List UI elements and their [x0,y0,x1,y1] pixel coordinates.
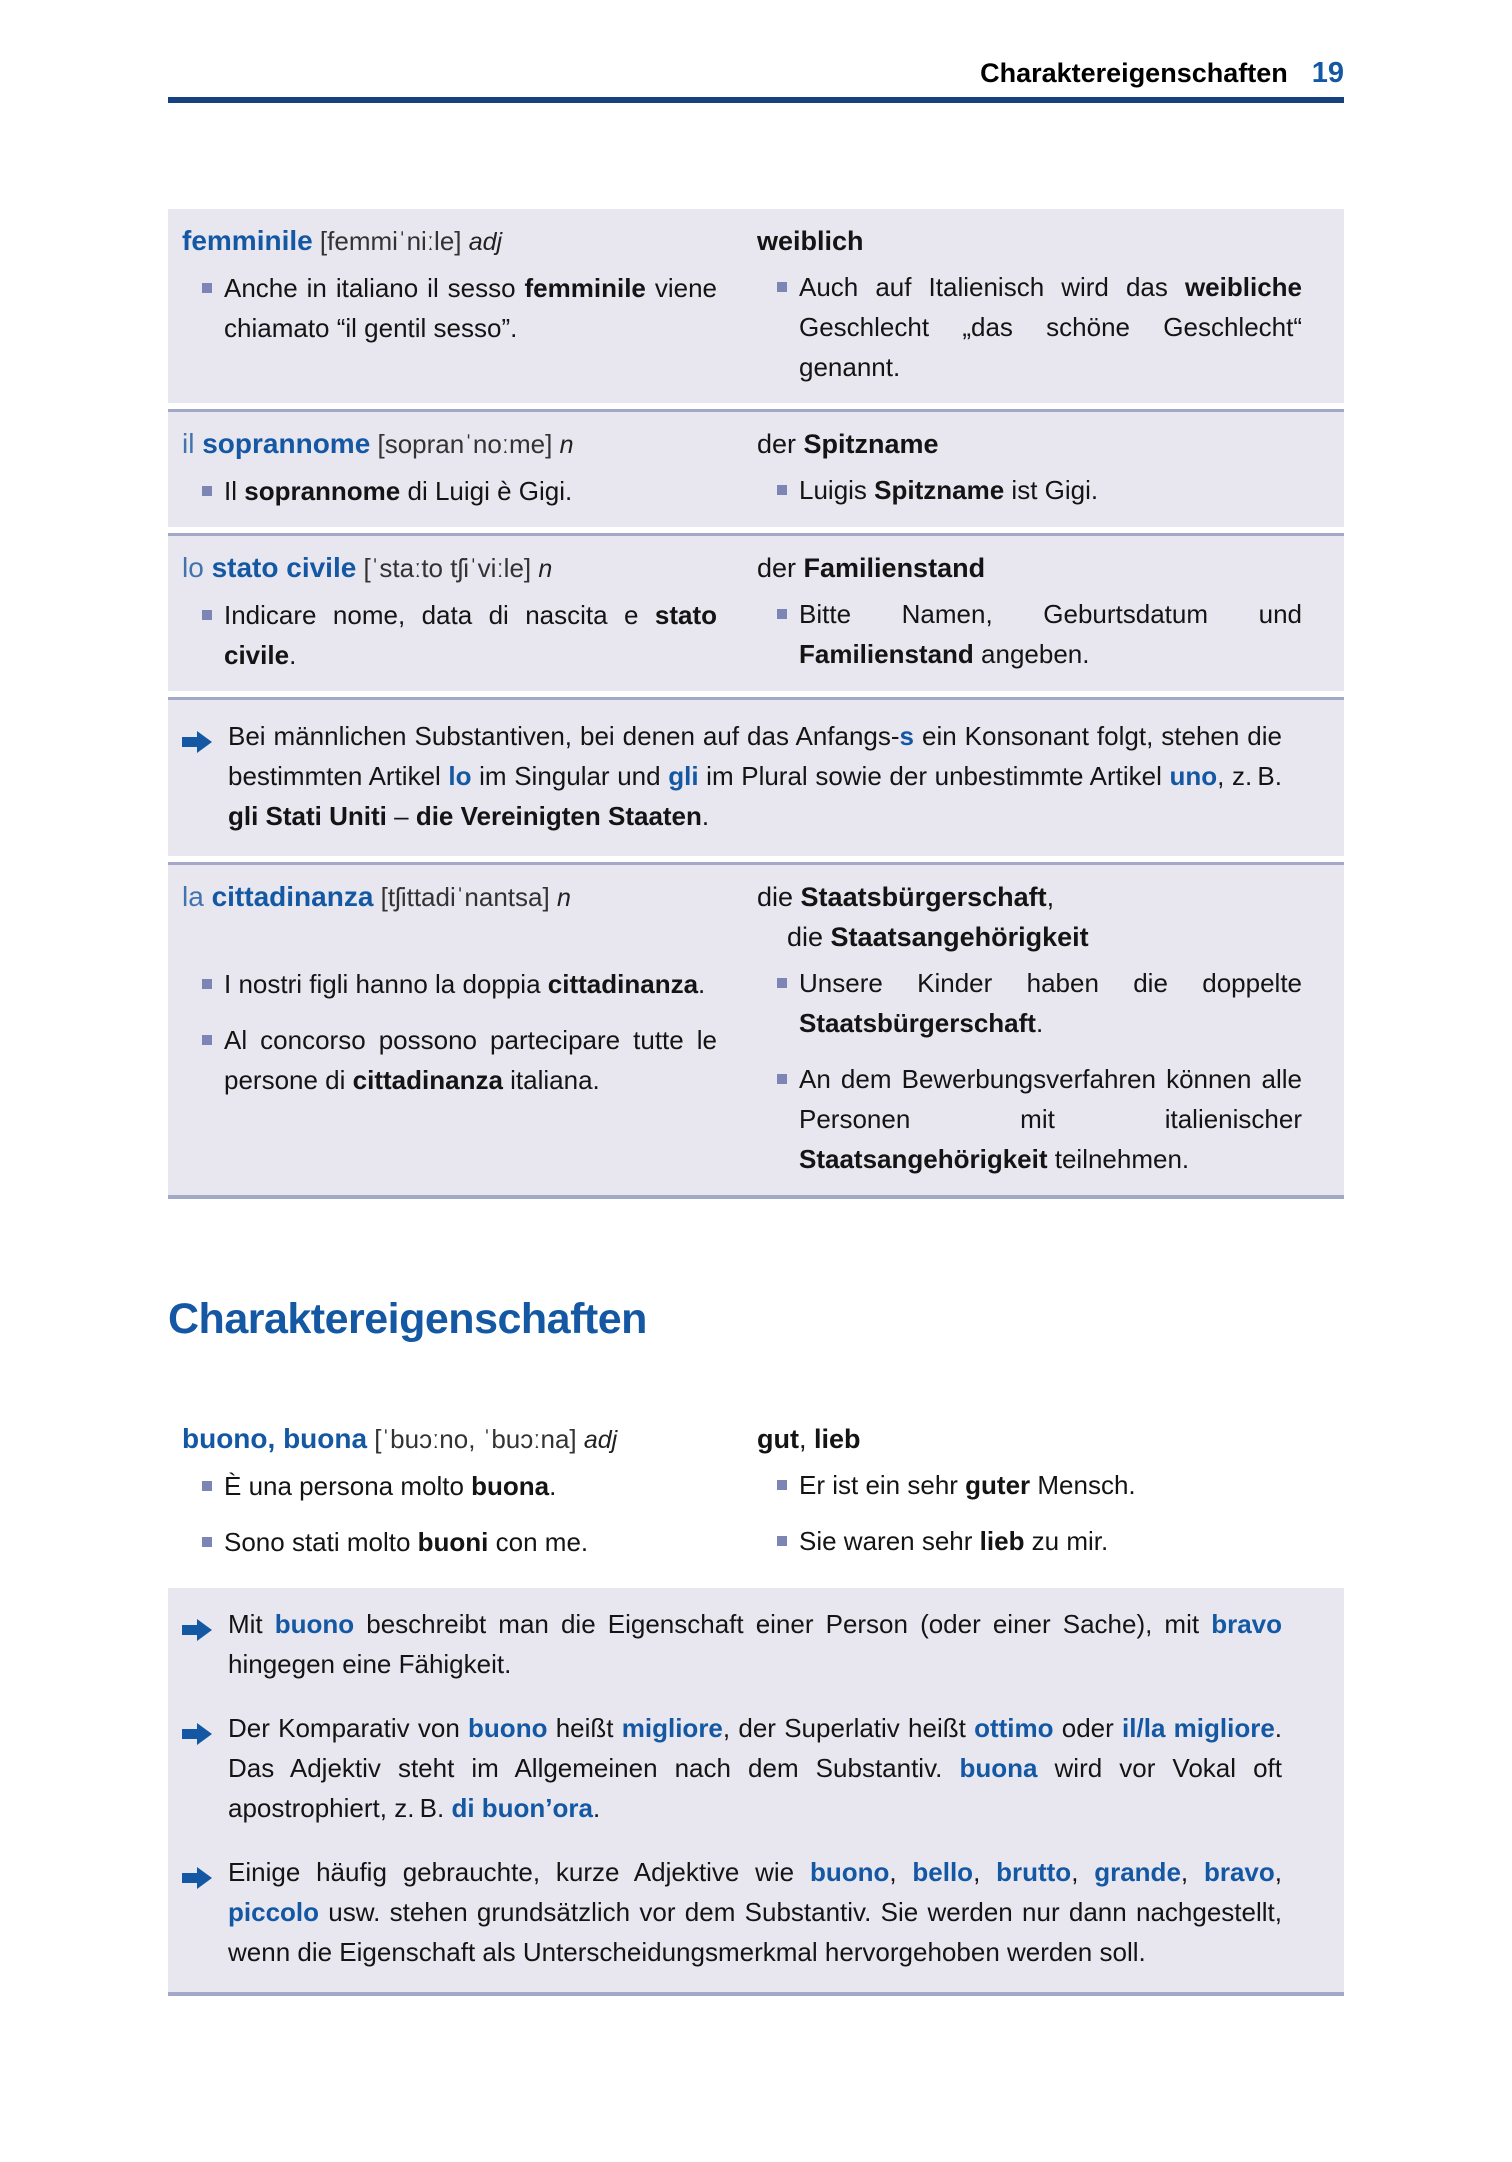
text-segment: È una persona molto [224,1471,472,1501]
note-text [228,1708,1328,1828]
header-rule [168,97,1344,103]
note-box [168,697,1344,856]
bullet-square-icon [777,282,787,292]
example-list [757,470,1302,510]
page-content [168,209,1344,1996]
example-list [182,964,717,1100]
arrow-right-icon [182,1613,212,1684]
text-segment: guter [965,1470,1031,1500]
text-segment: buona [471,1471,550,1501]
page-header [168,58,1344,88]
text-segment: Er ist ein sehr [799,1470,966,1500]
text-segment: cittadinanza [211,881,374,912]
example-item [777,1521,1302,1561]
text-segment: beschreibt man die Eigenschaft einer Person (oder einer Sache), mit [354,1609,1212,1639]
example-list [757,963,1302,1179]
text-segment: [ˈstaːto tʃiˈviːle] [356,553,539,583]
text-segment: cittadinanza [547,969,699,999]
bullet-square-icon [202,979,212,989]
text-segment: di Luigi è Gigi. [400,476,573,506]
entry-italian-column [182,548,757,675]
text-segment: Sono stati molto [224,1527,418,1557]
text-segment: s [899,721,915,751]
text-segment: , [889,1857,913,1887]
text-segment: soprannome [202,428,371,459]
translation-headline [757,1419,1302,1459]
text-segment: . [701,801,710,831]
text-segment: heißt [547,1713,622,1743]
text-segment: Indicare nome, data di nascita e [224,600,655,630]
bullet-square-icon [777,485,787,495]
text-segment: Staatsbürgerschaft [800,882,1047,912]
text-segment: oder [1053,1713,1123,1743]
text-segment: Auch auf Italienisch wird das [799,272,1185,302]
bullet-square-icon [777,609,787,619]
text-segment: , [1274,1857,1282,1887]
text-segment: buono [274,1609,355,1639]
text-segment: con me. [488,1527,589,1557]
entry-german-column [757,221,1302,387]
translation-line [757,548,1302,588]
translation-line [757,917,1302,957]
example-text [799,1521,1302,1561]
entry-italian-column [182,1419,757,1562]
bullet-square-icon [202,1481,212,1491]
text-segment: lieb [814,1424,861,1454]
example-item [202,471,717,511]
text-segment: cittadinanza [352,1065,503,1095]
example-list [757,267,1302,387]
text-segment: Sie waren sehr [799,1526,980,1556]
entry-italian-column [182,424,757,511]
example-item [777,963,1302,1043]
note-item [182,1604,1328,1684]
vocab-entry [168,862,1344,1199]
example-list [182,268,717,348]
text-segment: uno [1169,761,1218,791]
text-segment: weiblich [757,226,864,256]
bullet-square-icon [202,1035,212,1045]
translation-line [757,424,1302,464]
text-segment: il/la migliore [1122,1713,1275,1743]
text-segment: Geschlecht „das schöne Geschlecht“ genannt. [799,312,1302,382]
text-segment: Bei männlichen Substantiven, bei denen auf das Anfangs- [228,721,900,751]
text-segment: – [386,801,416,831]
example-list [757,1465,1302,1561]
text-segment: bello [912,1857,974,1887]
text-segment: , [973,1857,997,1887]
example-text [224,1020,717,1100]
text-segment: soprannome [244,476,401,506]
text-segment: il [182,428,203,459]
text-segment: Staatsangehörigkeit [799,1144,1048,1174]
text-segment: Luigis [799,475,875,505]
text-segment: ein Konsonant folgt, stehen die bestimmten Artikel [228,721,1282,791]
box-stack [168,1588,1344,1996]
text-segment: die [787,922,831,952]
text-segment: , z. B. [1217,761,1282,791]
text-segment: Anche in italiano il sesso [224,273,525,303]
entry-headline [182,877,717,918]
text-segment: Staatsangehörigkeit [830,922,1089,952]
note-text [228,1852,1328,1972]
section-heading: Charaktereigenschaften [168,1295,647,1343]
text-segment: gli Stati Uniti [228,801,387,831]
bullet-square-icon [777,1536,787,1546]
text-segment: Mit [228,1609,275,1639]
text-segment: im Singular und [471,761,669,791]
text-segment: zu mir. [1024,1526,1109,1556]
text-segment: usw. stehen grundsätzlich vor dem Substantiv. Sie werden nur dann nachgestellt, wenn die Eigenschaft als Unterscheidungsmerkmal hervorgehoben werden soll. [228,1897,1282,1967]
entry-german-column [757,548,1302,675]
text-segment: femminile [182,225,313,256]
text-segment: [femmiˈniːle] [312,226,469,256]
arrow-right-icon [182,1861,212,1972]
text-segment: , [798,1424,814,1454]
arrow-right-icon [182,725,212,836]
example-item [202,1522,717,1562]
text-segment: stato civile [211,552,357,583]
text-segment: bravo [1211,1609,1282,1639]
text-segment: gut [757,1424,799,1454]
text-segment: Familienstand [803,553,986,583]
text-segment: . [1035,1008,1044,1038]
text-segment: , [1071,1857,1095,1887]
entry-headline [182,424,717,465]
text-segment: femminile [524,273,646,303]
text-segment: . [698,969,706,999]
entry-headline [182,1419,717,1460]
entry-german-column [757,877,1302,1179]
translation-line [757,221,1302,261]
note-item [182,1708,1328,1828]
vocab-entry [168,1407,1344,1578]
example-text [224,595,717,675]
translation-line [757,1419,1302,1459]
text-segment: der [757,553,804,583]
translation-headline [757,877,1302,957]
text-segment: Mensch. [1030,1470,1136,1500]
example-list [182,1466,717,1562]
text-segment: , [1046,882,1055,912]
bullet-square-icon [777,1480,787,1490]
text-segment: [ˈbuɔːno, ˈbuɔːna] [367,1424,584,1454]
entry-italian-column [182,221,757,387]
text-segment: di buon’ora [451,1793,593,1823]
text-segment: lo [182,552,212,583]
text-segment: n [538,555,553,583]
example-text [224,268,717,348]
text-segment: die [757,882,801,912]
text-segment: migliore [621,1713,723,1743]
text-segment: Unsere Kinder haben die doppelte [799,968,1302,998]
text-segment: . Das Adjektiv steht im Allgemeinen nach dem Substantiv. [228,1713,1283,1783]
header-section-title: Charaktereigenschaften [980,58,1288,88]
entry-headline [182,221,717,262]
text-segment: An dem Bewerbungsverfahren können alle Personen mit italienischer [799,1064,1302,1134]
text-segment: ist Gigi. [1004,475,1099,505]
translation-headline [757,424,1302,464]
text-segment: Familienstand [799,639,974,669]
example-item [202,1466,717,1506]
box-stack [168,209,1344,1199]
note-item [182,716,1328,836]
translation-headline [757,548,1302,588]
note-item [182,1852,1328,1972]
bullet-square-icon [202,486,212,496]
text-segment: buono [809,1857,890,1887]
text-segment: buono, buona [182,1423,368,1454]
entry-german-column [757,424,1302,511]
text-segment: Il [224,476,245,506]
example-item [777,1059,1302,1179]
text-segment: lo [448,761,472,791]
example-text [224,1522,717,1562]
bullet-square-icon [777,1074,787,1084]
entry-german-column [757,1419,1302,1562]
example-text [224,471,717,511]
bullet-square-icon [202,283,212,293]
text-segment: buono [468,1713,548,1743]
text-segment: , [1180,1857,1204,1887]
vocab-entry [168,533,1344,691]
text-segment: der [757,429,804,459]
text-segment: la [182,881,212,912]
text-segment: . [592,1793,601,1823]
text-segment: n [556,884,571,912]
entry-headline [182,548,717,589]
text-segment: buoni [417,1527,489,1557]
entry-italian-column [182,877,757,1179]
header-page-number: 19 [1311,57,1344,89]
example-list [757,594,1302,674]
example-text [799,1059,1302,1179]
example-text [799,594,1302,674]
text-segment: ottimo [974,1713,1054,1743]
text-segment: die Vereinigten Staaten [415,801,702,831]
example-text [799,963,1302,1043]
text-segment: Einige häufig gebrauchte, kurze Adjektive wie [228,1857,810,1887]
note-box [168,1588,1344,1996]
text-segment: [tʃittadiˈnantsa] [373,882,557,912]
example-item [777,594,1302,674]
text-segment: weibliche [1184,272,1302,302]
example-item [777,267,1302,387]
text-segment: piccolo [228,1897,320,1927]
example-item [202,1020,717,1100]
example-text [224,1466,717,1506]
text-segment: n [559,431,574,459]
text-segment: [sopranˈnoːme] [370,429,560,459]
example-text [799,1465,1302,1505]
text-segment: I nostri figli hanno la doppia [224,969,548,999]
example-text [799,267,1302,387]
text-segment: wird vor Vokal oft apostrophiert, z. B. [228,1753,1282,1823]
note-text [228,716,1328,836]
text-segment: bravo [1203,1857,1275,1887]
text-segment: im Plural sowie der unbestimmte Artikel [698,761,1170,791]
text-segment: . [289,640,297,670]
text-segment: viene chiamato “il gentil sesso”. [224,273,717,343]
example-list [182,595,717,675]
text-segment: Bitte Namen, Geburtsdatum und [799,599,1302,629]
text-segment: angeben. [973,639,1090,669]
text-segment: italiana. [502,1065,600,1095]
text-segment: teilnehmen. [1047,1144,1190,1174]
translation-line [757,877,1302,917]
text-segment: Spitzname [874,475,1005,505]
example-list [182,471,717,511]
vocab-entry [168,409,1344,527]
example-item [777,1465,1302,1505]
example-item [202,595,717,675]
text-segment: Spitzname [803,429,939,459]
example-text [224,964,717,1004]
text-segment: Al concorso possono partecipare tutte le persone di [224,1025,717,1095]
arrow-right-icon [182,1717,212,1828]
text-segment: adj [583,1426,618,1454]
text-segment: . [549,1471,557,1501]
note-text [228,1604,1328,1684]
translation-headline [757,221,1302,261]
text-segment: lieb [979,1526,1025,1556]
text-segment: hingegen eine Fähigkeit. [228,1649,512,1679]
text-segment: Der Komparativ von [228,1713,469,1743]
bullet-square-icon [777,978,787,988]
text-segment: gli [668,761,699,791]
vocab-entry [168,209,1344,403]
example-item [202,268,717,348]
text-segment: brutto [996,1857,1072,1887]
example-item [777,470,1302,510]
text-segment: grande [1094,1857,1181,1887]
text-segment: adj [468,228,503,256]
bullet-square-icon [202,1537,212,1547]
example-item [202,964,717,1004]
text-segment: buona [959,1753,1038,1783]
bullet-square-icon [202,610,212,620]
example-text [799,470,1302,510]
text-segment: , der Superlativ heißt [722,1713,975,1743]
text-segment: Staatsbürgerschaft [799,1008,1036,1038]
text-segment: stato civile [224,600,717,670]
